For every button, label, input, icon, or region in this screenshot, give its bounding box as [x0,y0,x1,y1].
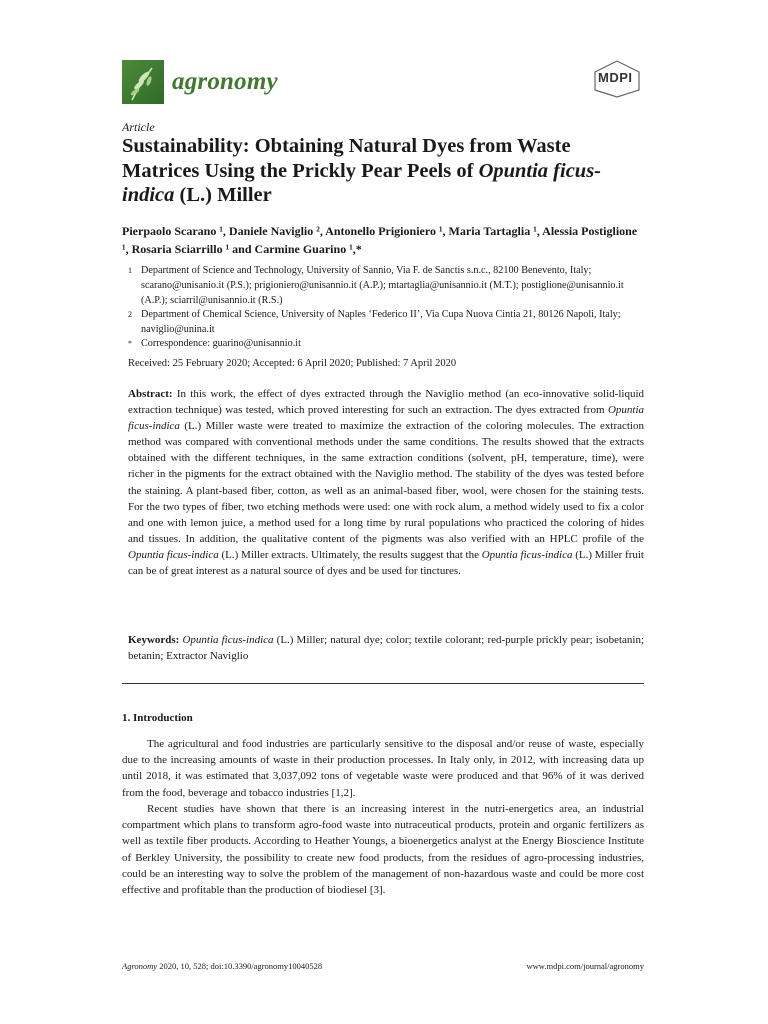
affiliation-text: Department of Science and Technology, University of Sannio, Via F. de Sanctis s.n.c., 82100 Benevento, Italy; scarano@unisanio.it (P.S.); prigioniero@unisannio.it (A.P.); mtartaglia@unisannio.it (M.T.); postiglione@unisannio.it (A.P.); sciarril@unisannio.it (R.S.) [141,265,624,306]
affiliation-marker: * [128,339,132,348]
article-type: Article [122,120,155,134]
author-list: Pierpaolo Scarano ¹, Daniele Naviglio ², Antonello Prigioniero ¹, Maria Tartaglia ¹, Alessia Postiglione ¹, Rosaria Sciarrillo ¹ and Carmine Guarino ¹,* [122,224,638,256]
affiliation-text: Department of Chemical Science, University of Naples ‘Federico II’, Via Cupa Nuova Cintia 21, 80126 Napoli, Italy; naviglio@unina.it [141,309,621,335]
intro-paragraph-1: The agricultural and food industries are particularly sensitive to the disposal and/or reuse of waste, especially due to the increasing amounts of waste in their production processes. In Italy only, in 2012, with increasing data up until 2018, it was estimated that 3,037,092 tons of vegetable waste were produced and that 96% of it was derived from the food, beverage and tobacco industries [1,2]. [122,738,644,799]
mdpi-logo [592,60,642,98]
abstract: Abstract: In this work, the effect of dyes extracted through the Naviglio method (an eco-innovative solid-liquid extraction technique) was tested, which proved interesting for such an extraction. The dyes extracted from Opuntia ficus-indica (L.) Miller waste were treated to maximize the extraction of the coloring molecules. The extraction method was compared with conventional methods under the same conditions. The results showed that the extracts obtained with the different techniques, in the same extraction conditions (solvent, pH, temperature, time), were richer in the pigments for the extract obtained with the Naviglio method. The stability of the dyes was tested before the staining. A plant-based fiber, cotton, as well as an animal-based fiber, wool, were chosen for the staining tests. For the two types of fiber, two etching methods were used: one with rock alum, a method widely used to fix a color and one with lemon juice, a method used for a long time by rural populations who practiced the coloring of hides and tissues. In addition, the qualitative content of the pigments was also verified with an HPLC profile of the Opuntia ficus-indica (L.) Miller extracts. Ultimately, the results suggest that the Opuntia ficus-indica (L.) Miller fruit can be of great interest as a natural source of dyes and be used for tinctures. [128,388,644,578]
correspondence-text: Correspondence: guarino@unisannio.it [141,338,301,349]
section-divider [122,683,644,684]
journal-name: agronomy [172,68,278,95]
section-heading-introduction: 1. Introduction [122,712,193,724]
journal-logo [122,60,278,104]
footer-journal-url[interactable]: www.mdpi.com/journal/agronomy [526,961,644,971]
intro-paragraph-2: Recent studies have shown that there is an increasing interest in the nutri-energetics area, an industrial compartment which plans to transform agro-food waste into nutraceutical products, protein and organic fertilizers as well as textile fiber products. According to Heather Youngs, a bioenergetics analyst at the Energy Bioscience Institute of Berkley University, the possibility to create new food products, from the residues of agro-processing industries, could be an interesting way to solve the problem of the management of non-hazardous waste and could be more cost effective and profitable than the production of biodiesel [3]. [122,803,644,897]
footer-citation: Agronomy 2020, 10, 528; doi:10.3390/agronomy10040528 [122,961,323,971]
agronomy-leaf-icon [122,60,164,104]
article-title: Sustainability: Obtaining Natural Dyes from Waste Matrices Using the Prickly Pear Peels of Opuntia ficus-indica (L.) Miller [122,135,602,206]
publisher-name: MDPI [598,70,633,85]
keywords: Keywords: Opuntia ficus-indica (L.) Miller; natural dye; color; textile colorant; red-purple prickly pear; isobetanin; betanin; Extractor Naviglio [128,634,644,663]
affiliation-marker: 1 [128,266,132,275]
publication-dates: Received: 25 February 2020; Accepted: 6 April 2020; Published: 7 April 2020 [128,358,457,369]
affiliation-marker: 2 [128,310,132,319]
